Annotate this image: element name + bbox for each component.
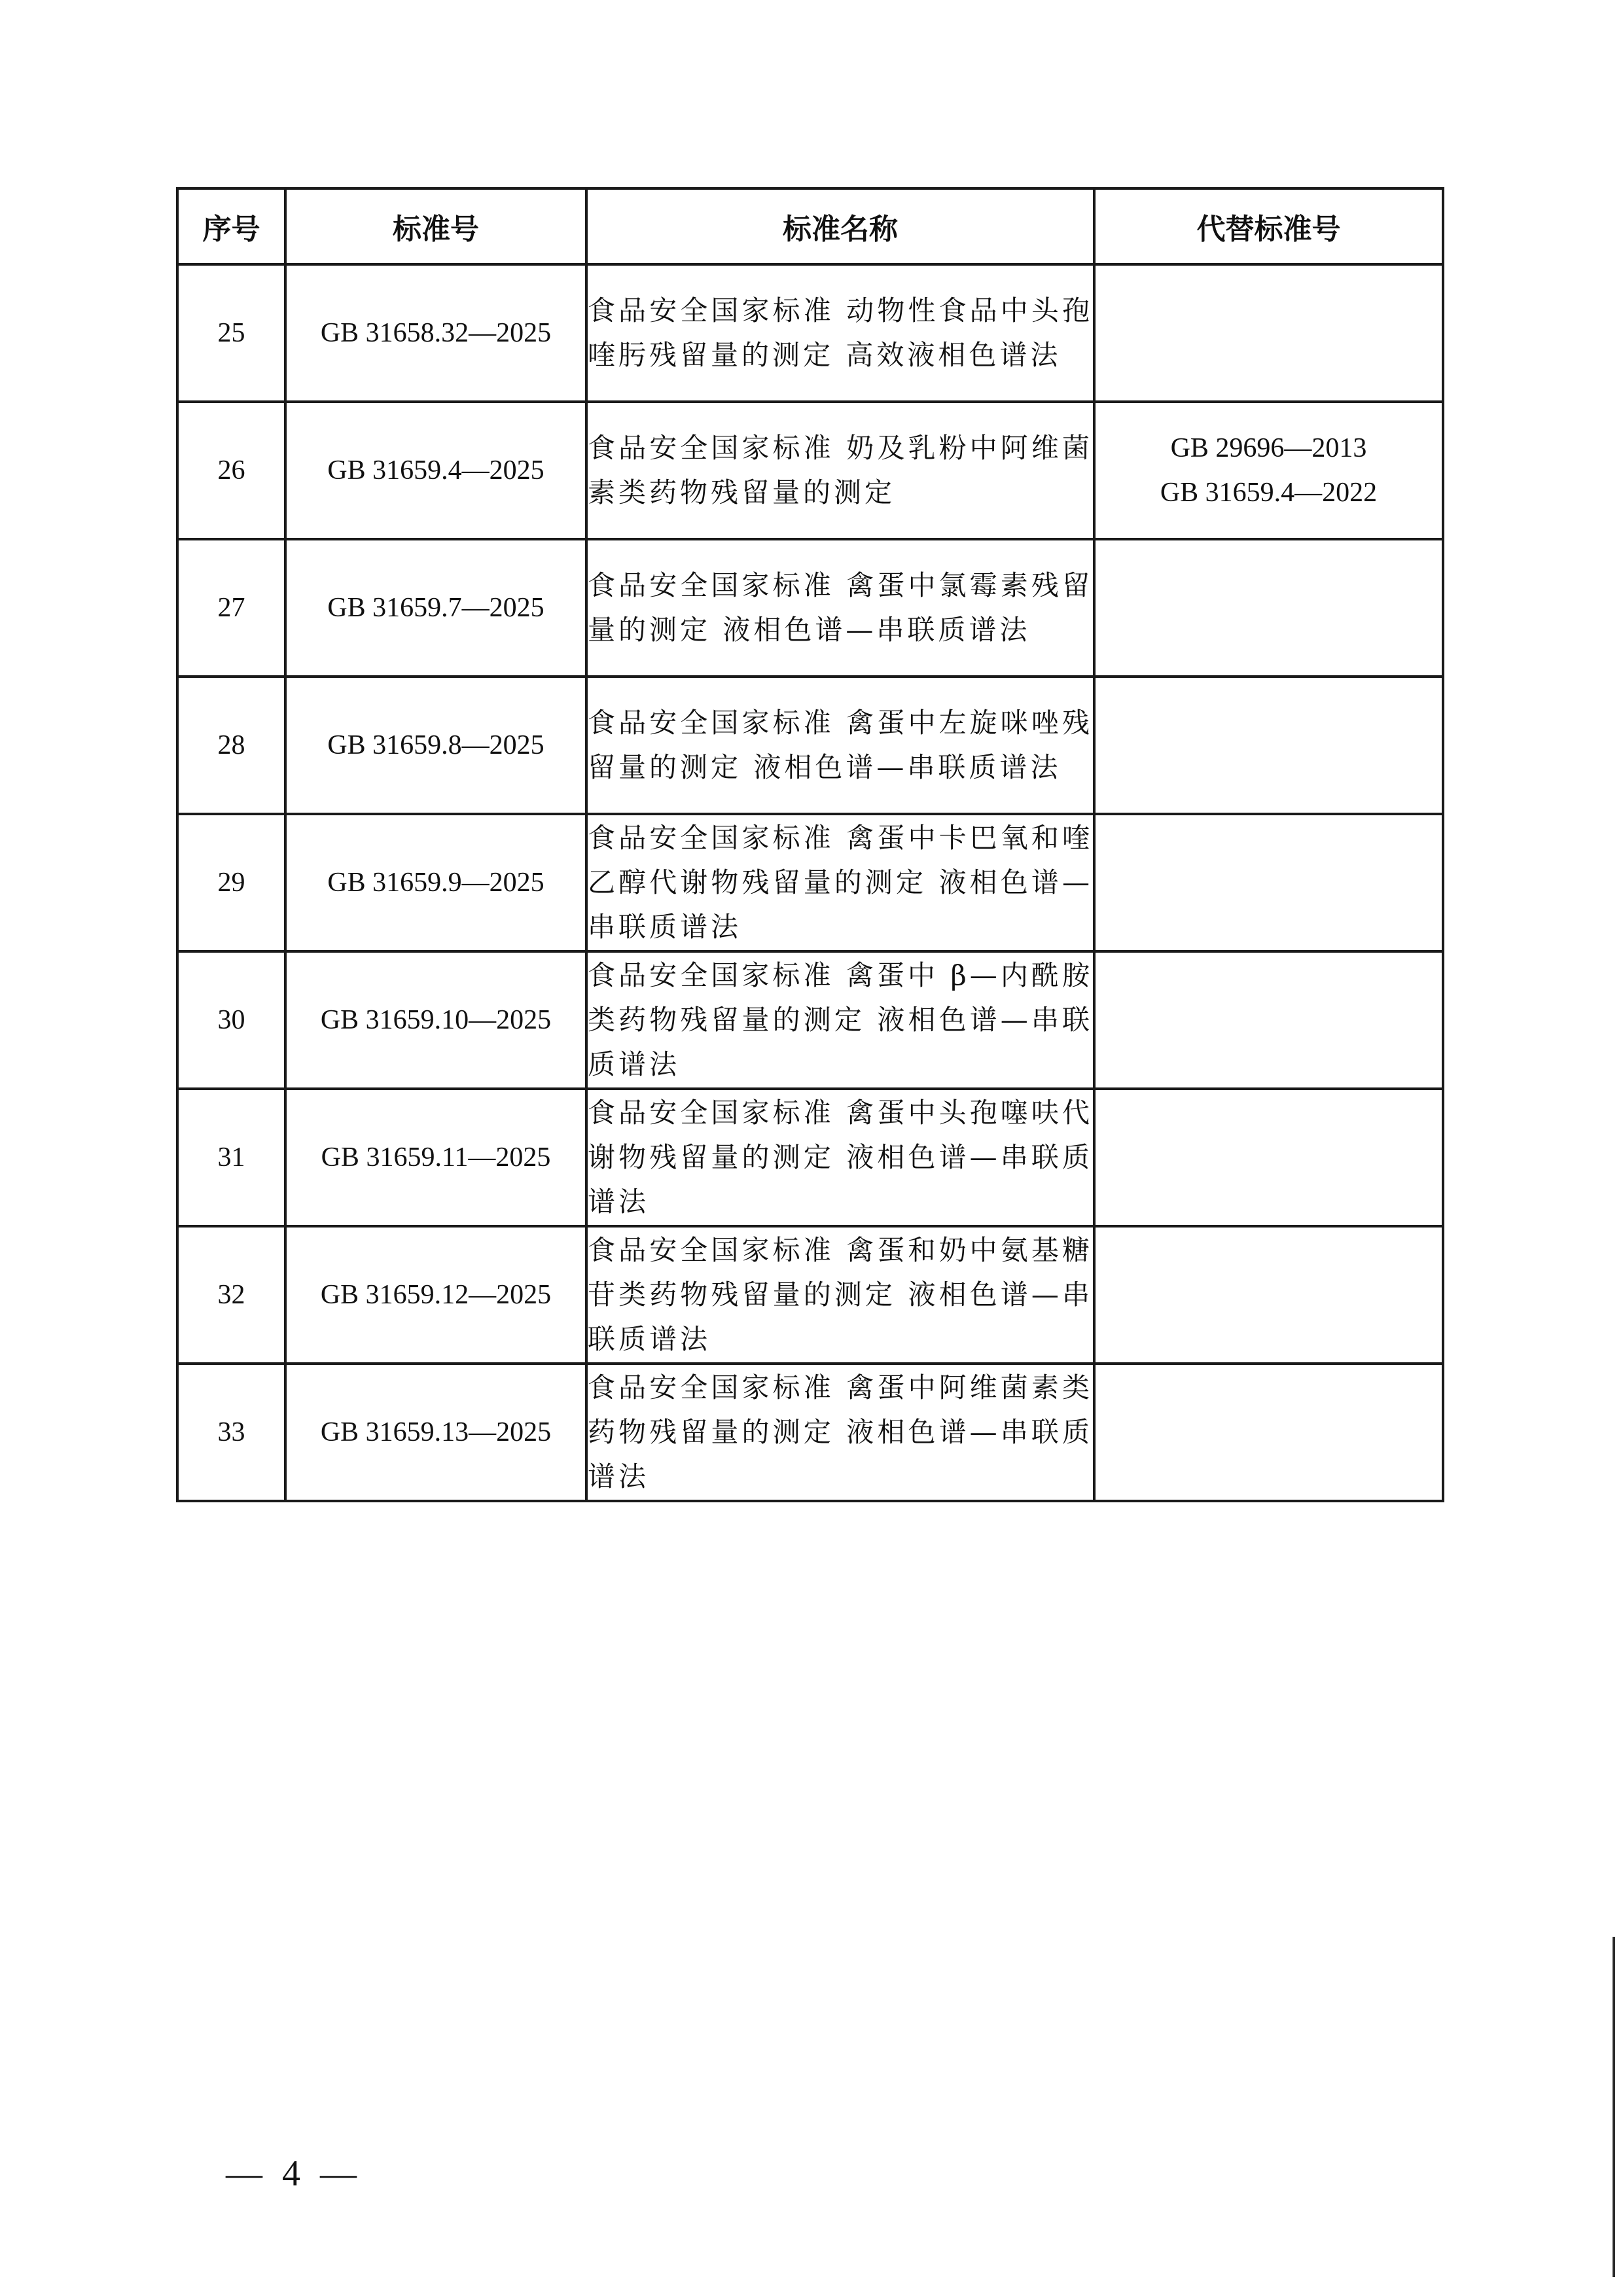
row-standard-name: 食品安全国家标准 禽蛋中 β—内酰胺类药物残留量的测定 液相色谱—串联质谱法 (586, 951, 1094, 1089)
row-standard-name: 食品安全国家标准 动物性食品中头孢喹肟残留量的测定 高效液相色谱法 (586, 264, 1094, 402)
row-replaced-standard (1094, 677, 1443, 814)
page-number: — 4 — (226, 2153, 362, 2194)
row-standard-number: GB 31659.8—2025 (285, 677, 586, 814)
row-replaced-standard (1094, 1226, 1443, 1364)
table-row (177, 1364, 1443, 1501)
row-seq: 30 (177, 951, 285, 1089)
header-standard-name: 标准名称 (586, 188, 1094, 264)
row-replaced-standard (1094, 402, 1443, 539)
table-body (177, 264, 1443, 1501)
row-standard-name: 食品安全国家标准 禽蛋中卡巴氧和喹乙醇代谢物残留量的测定 液相色谱—串联质谱法 (586, 814, 1094, 951)
header-seq: 序号 (177, 188, 285, 264)
row-standard-name: 食品安全国家标准 禽蛋中头孢噻呋代谢物残留量的测定 液相色谱—串联质谱法 (586, 1089, 1094, 1226)
row-standard-number: GB 31659.10—2025 (285, 951, 586, 1089)
row-replaced-standard (1094, 814, 1443, 951)
table-row (177, 1226, 1443, 1364)
replaced-standard-line: GB 29696—2013 (1170, 433, 1367, 463)
row-standard-number: GB 31658.32—2025 (285, 264, 586, 402)
scan-edge-mark (1613, 1937, 1615, 2277)
table-header (177, 188, 1443, 264)
table-row (177, 677, 1443, 814)
row-replaced-standard (1094, 1089, 1443, 1226)
row-standard-number: GB 31659.11—2025 (285, 1089, 586, 1226)
row-standard-number: GB 31659.13—2025 (285, 1364, 586, 1501)
row-seq: 33 (177, 1364, 285, 1501)
table-row (177, 539, 1443, 677)
row-seq: 28 (177, 677, 285, 814)
table-row (177, 814, 1443, 951)
row-replaced-standard (1094, 539, 1443, 677)
row-seq: 26 (177, 402, 285, 539)
row-seq: 31 (177, 1089, 285, 1226)
row-standard-name: 食品安全国家标准 奶及乳粉中阿维菌素类药物残留量的测定 (586, 402, 1094, 539)
header-replaced-standard: 代替标准号 (1094, 188, 1443, 264)
standards-table (176, 187, 1444, 1502)
row-standard-number: GB 31659.4—2025 (285, 402, 586, 539)
row-replaced-standard (1094, 1364, 1443, 1501)
header-row (177, 188, 1443, 264)
table-row (177, 1089, 1443, 1226)
row-standard-number: GB 31659.12—2025 (285, 1226, 586, 1364)
replaced-standard-line: GB 31659.4—2022 (1160, 478, 1378, 508)
row-standard-name: 食品安全国家标准 禽蛋中氯霉素残留量的测定 液相色谱—串联质谱法 (586, 539, 1094, 677)
row-standard-name: 食品安全国家标准 禽蛋中左旋咪唑残留量的测定 液相色谱—串联质谱法 (586, 677, 1094, 814)
row-standard-name: 食品安全国家标准 禽蛋和奶中氨基糖苷类药物残留量的测定 液相色谱—串联质谱法 (586, 1226, 1094, 1364)
row-seq: 29 (177, 814, 285, 951)
row-replaced-standard (1094, 264, 1443, 402)
table-row (177, 402, 1443, 539)
table-row (177, 264, 1443, 402)
row-standard-number: GB 31659.9—2025 (285, 814, 586, 951)
row-seq: 32 (177, 1226, 285, 1364)
row-standard-name: 食品安全国家标准 禽蛋中阿维菌素类药物残留量的测定 液相色谱—串联质谱法 (586, 1364, 1094, 1501)
row-replaced-standard (1094, 951, 1443, 1089)
row-seq: 27 (177, 539, 285, 677)
row-standard-number: GB 31659.7—2025 (285, 539, 586, 677)
table-row (177, 951, 1443, 1089)
row-seq: 25 (177, 264, 285, 402)
header-standard-number: 标准号 (285, 188, 586, 264)
